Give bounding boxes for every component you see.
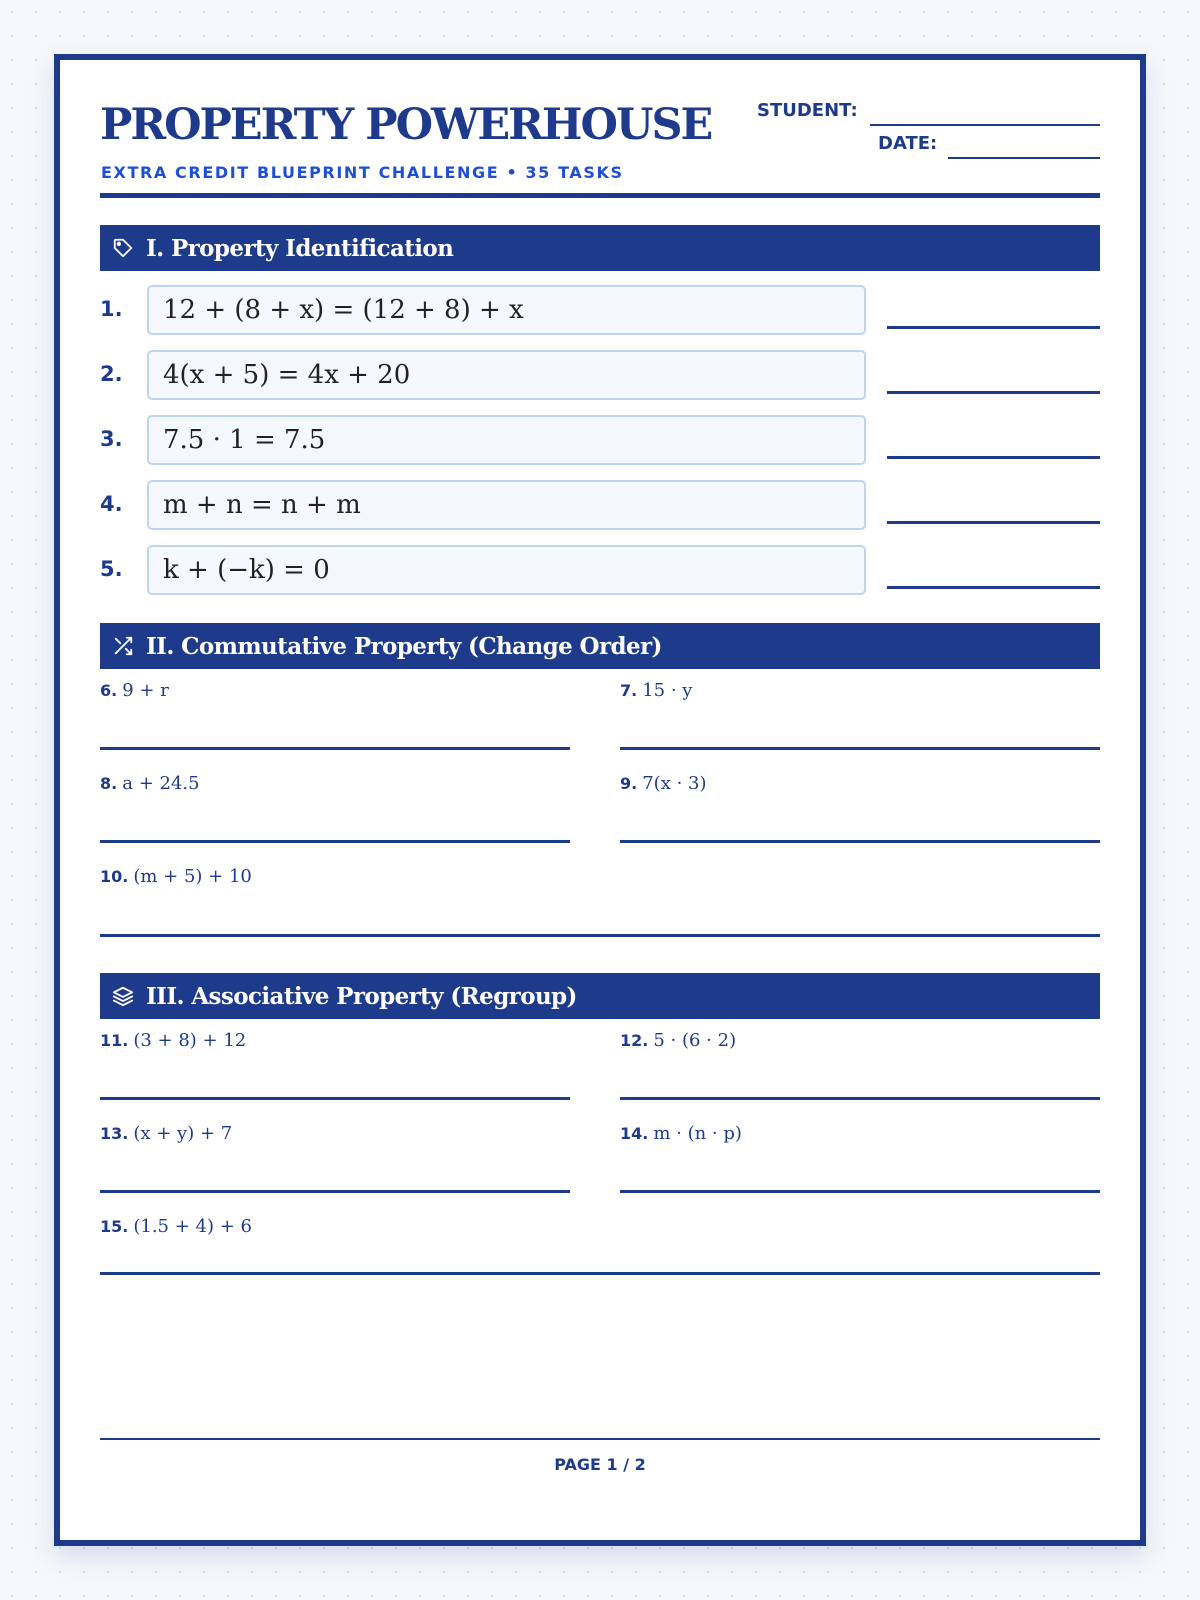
header-divider xyxy=(100,193,1100,198)
date-label: DATE: xyxy=(878,133,938,154)
answer-line[interactable] xyxy=(887,586,1100,589)
item-number: 10. xyxy=(100,867,129,886)
item-number: 4. xyxy=(100,492,123,516)
section-title: II. Commutative Property (Change Order) xyxy=(146,632,662,660)
expression: (3 + 8) + 12 xyxy=(133,1030,247,1051)
item-number: 2. xyxy=(100,362,123,386)
item-number: 9. xyxy=(620,774,638,793)
answer-line[interactable] xyxy=(100,934,1100,937)
expression: a + 24.5 xyxy=(122,773,200,794)
answer-line[interactable] xyxy=(620,747,1100,750)
list-item xyxy=(100,680,570,750)
item-number: 11. xyxy=(100,1031,129,1050)
answer-line[interactable] xyxy=(100,840,570,843)
list-item xyxy=(100,1123,570,1193)
section-title: III. Associative Property (Regroup) xyxy=(146,982,577,1010)
item-number: 7. xyxy=(620,681,638,700)
expression: 5 · (6 · 2) xyxy=(653,1030,737,1051)
date-field[interactable] xyxy=(948,157,1100,159)
answer-line[interactable] xyxy=(620,840,1100,843)
list-item xyxy=(620,1030,1100,1100)
section-header-identification xyxy=(100,225,1100,271)
expression-box: 12 + (8 + x) = (12 + 8) + x xyxy=(147,285,866,335)
list-item xyxy=(100,1216,1100,1286)
answer-line[interactable] xyxy=(620,1190,1100,1193)
student-label: STUDENT: xyxy=(757,100,858,121)
expression-box: 4(x + 5) = 4x + 20 xyxy=(147,350,866,400)
expression: 9 + r xyxy=(122,680,169,701)
page-subtitle: EXTRA CREDIT BLUEPRINT CHALLENGE • 35 TASKS xyxy=(101,163,624,182)
expression: (m + 5) + 10 xyxy=(133,866,252,887)
item-number: 5. xyxy=(100,557,123,581)
answer-line[interactable] xyxy=(887,456,1100,459)
list-item xyxy=(100,350,1100,402)
list-item xyxy=(620,773,1100,843)
answer-line[interactable] xyxy=(100,1190,570,1193)
shuffle-icon xyxy=(112,635,134,657)
list-item xyxy=(100,285,1100,337)
item-number: 14. xyxy=(620,1124,649,1143)
item-number: 15. xyxy=(100,1217,129,1236)
answer-line[interactable] xyxy=(100,1097,570,1100)
list-item xyxy=(100,480,1100,532)
item-number: 8. xyxy=(100,774,118,793)
item-number: 3. xyxy=(100,427,123,451)
item-number: 1. xyxy=(100,297,123,321)
item-number: 12. xyxy=(620,1031,649,1050)
list-item xyxy=(100,1030,570,1100)
expression-box: k + (−k) = 0 xyxy=(147,545,866,595)
answer-line[interactable] xyxy=(100,747,570,750)
list-item xyxy=(100,773,570,843)
item-number: 6. xyxy=(100,681,118,700)
answer-line[interactable] xyxy=(887,326,1100,329)
item-number: 13. xyxy=(100,1124,129,1143)
list-item xyxy=(100,866,1100,936)
list-item xyxy=(100,415,1100,467)
expression-box: 7.5 · 1 = 7.5 xyxy=(147,415,866,465)
page-title: PROPERTY POWERHOUSE xyxy=(100,100,712,150)
expression: (x + y) + 7 xyxy=(133,1123,233,1144)
list-item xyxy=(620,1123,1100,1193)
expression: 15 · y xyxy=(642,680,693,701)
expression: 7(x · 3) xyxy=(642,773,707,794)
section-header-associative xyxy=(100,973,1100,1019)
worksheet-page xyxy=(54,54,1146,1546)
section-header-commutative xyxy=(100,623,1100,669)
expression-box: m + n = n + m xyxy=(147,480,866,530)
answer-line[interactable] xyxy=(887,521,1100,524)
tag-icon xyxy=(112,237,134,259)
list-item xyxy=(100,545,1100,597)
answer-line[interactable] xyxy=(620,1097,1100,1100)
answer-line[interactable] xyxy=(887,391,1100,394)
list-item xyxy=(620,680,1100,750)
expression: (1.5 + 4) + 6 xyxy=(133,1216,252,1237)
section-title: I. Property Identification xyxy=(146,234,454,262)
layers-icon xyxy=(112,985,134,1007)
page-number: PAGE 1 / 2 xyxy=(554,1455,646,1474)
answer-line[interactable] xyxy=(100,1272,1100,1275)
footer-divider xyxy=(100,1438,1100,1440)
expression: m · (n · p) xyxy=(653,1123,742,1144)
student-name-field[interactable] xyxy=(870,124,1100,126)
